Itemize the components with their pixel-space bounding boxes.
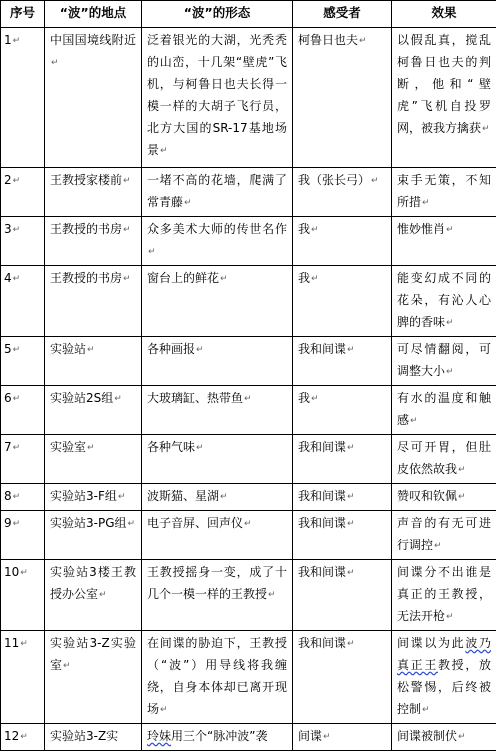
carriage-return-icon: ↵ (311, 274, 319, 284)
carriage-return-icon: ↵ (13, 274, 21, 284)
carriage-return-icon: ↵ (446, 367, 454, 377)
cell-effect: 声音的有无可进行调控↵ (392, 511, 496, 560)
cell-no: 11↵ (1, 631, 45, 724)
cell-effect: 惟妙惟肖↵ (392, 217, 496, 266)
carriage-return-icon: ↵ (244, 519, 252, 529)
carriage-return-icon: ↵ (422, 198, 430, 208)
table-row (1, 386, 496, 435)
cell-who: 我↵ (293, 386, 392, 435)
carriage-return-icon: ↵ (63, 661, 71, 671)
cell-effect: 以假乱真，搅乱柯鲁日也夫的判断，他和“壁虎”飞机自投罗网，被我方擒获↵ (392, 28, 496, 168)
cell-form: 波斯猫、星湖↵ (142, 484, 293, 511)
carriage-return-icon: ↵ (347, 345, 355, 355)
carriage-return-icon: ↵ (20, 732, 28, 742)
cell-place: 实验站3楼王教授办公室↵ (45, 560, 142, 631)
carriage-return-icon: ↵ (13, 176, 21, 186)
cell-who: 我↵ (293, 266, 392, 337)
cell-effect: 间谍被制伏↵ (392, 724, 496, 751)
table-row (1, 560, 496, 631)
carriage-return-icon: ↵ (244, 394, 252, 404)
carriage-return-icon: ↵ (13, 443, 21, 453)
cell-effect: 间谍分不出谁是真正的王教授，无法开枪↵ (392, 560, 496, 631)
cell-who: 我和间谍↵ (293, 631, 392, 724)
carriage-return-icon: ↵ (13, 225, 21, 235)
carriage-return-icon: ↵ (446, 612, 454, 622)
carriage-return-icon: ↵ (323, 732, 331, 742)
cell-who: 我和间谍↵ (293, 435, 392, 484)
cell-place: 实验室↵ (45, 435, 142, 484)
carriage-return-icon: ↵ (311, 225, 319, 235)
cell-no: 7↵ (1, 435, 45, 484)
header-who: 感受者 (293, 1, 392, 28)
table-row (1, 266, 496, 337)
cell-place: 中国国境线附近↵ (45, 28, 142, 168)
carriage-return-icon: ↵ (458, 465, 466, 475)
header-no: 序号 (1, 1, 45, 28)
cell-place: 王教授的书房↵ (45, 217, 142, 266)
cell-form: 在间谍的胁迫下，王教授（“波”）用导线将我缠绕，自身本体却已离开现场↵ (142, 631, 293, 724)
carriage-return-icon: ↵ (13, 345, 21, 355)
cell-no: 3↵ (1, 217, 45, 266)
spell-check-underline: 波乃真正王 (397, 636, 491, 672)
carriage-return-icon: ↵ (13, 519, 21, 529)
cell-no: 2↵ (1, 168, 45, 217)
header-form: “波”的形态 (142, 1, 293, 28)
carriage-return-icon: ↵ (99, 590, 107, 600)
header-effect: 效果 (392, 1, 496, 28)
carriage-return-icon: ↵ (458, 732, 466, 742)
cell-place: 实验站3-Z实验室↵ (45, 631, 142, 724)
carriage-return-icon: ↵ (422, 705, 430, 715)
carriage-return-icon: ↵ (446, 225, 454, 235)
cell-place: 实验站3-PG组↵ (45, 511, 142, 560)
carriage-return-icon: ↵ (87, 443, 95, 453)
cell-form: 众多美术大师的传世名作↵ (142, 217, 293, 266)
table-row (1, 511, 496, 560)
table-row (1, 217, 496, 266)
header-row (1, 1, 496, 28)
table-row (1, 724, 496, 751)
cell-place: 实验站3-F组↵ (45, 484, 142, 511)
cell-form: 一堵不高的花墙，爬满了常青藤↵ (142, 168, 293, 217)
cell-place: 实验站2S组↵ (45, 386, 142, 435)
carriage-return-icon: ↵ (13, 394, 21, 404)
cell-no: 8↵ (1, 484, 45, 511)
carriage-return-icon: ↵ (13, 492, 21, 502)
carriage-return-icon: ↵ (20, 639, 28, 649)
cell-who: 我和间谍↵ (293, 337, 392, 386)
carriage-return-icon: ↵ (347, 568, 355, 578)
table-row (1, 168, 496, 217)
cell-form: 窗台上的鲜花↵ (142, 266, 293, 337)
table-row (1, 337, 496, 386)
table-row (1, 28, 496, 168)
cell-no: 10↵ (1, 560, 45, 631)
carriage-return-icon: ↵ (347, 492, 355, 502)
carriage-return-icon: ↵ (196, 345, 204, 355)
carriage-return-icon: ↵ (20, 568, 28, 578)
carriage-return-icon: ↵ (123, 225, 131, 235)
cell-who: 我（张长弓）↵ (293, 168, 392, 217)
table-row (1, 631, 496, 724)
cell-place: 王教授家楼前↵ (45, 168, 142, 217)
cell-no: 4↵ (1, 266, 45, 337)
cell-form: 各种气味↵ (142, 435, 293, 484)
cell-no: 12↵ (1, 724, 45, 751)
cell-who: 我和间谍↵ (293, 560, 392, 631)
carriage-return-icon: ↵ (434, 541, 442, 551)
carriage-return-icon: ↵ (160, 705, 168, 715)
cell-who: 我和间谍↵ (293, 511, 392, 560)
cell-form: 电子音屏、回声仪↵ (142, 511, 293, 560)
carriage-return-icon: ↵ (410, 416, 418, 426)
cell-form: 大玻璃缸、热带鱼↵ (142, 386, 293, 435)
cell-place: 实验站↵ (45, 337, 142, 386)
carriage-return-icon: ↵ (114, 394, 122, 404)
carriage-return-icon: ↵ (458, 492, 466, 502)
cell-effect: 有水的温度和触感↵ (392, 386, 496, 435)
carriage-return-icon: ↵ (268, 590, 276, 600)
cell-no: 1↵ (1, 28, 45, 168)
cell-no: 6↵ (1, 386, 45, 435)
carriage-return-icon: ↵ (196, 443, 204, 453)
carriage-return-icon: ↵ (347, 639, 355, 649)
cell-who: 我和间谍↵ (293, 484, 392, 511)
carriage-return-icon: ↵ (118, 492, 126, 502)
cell-form: 各种画报↵ (142, 337, 293, 386)
carriage-return-icon: ↵ (123, 176, 131, 186)
cell-place: 王教授的书房↵ (45, 266, 142, 337)
carriage-return-icon: ↵ (347, 519, 355, 529)
cell-form: 玲妹用三个“脉冲波”袭 (142, 724, 293, 751)
cell-effect: 间谍以为此波乃真正王教授，放松警惕，后终被控制↵ (392, 631, 496, 724)
carriage-return-icon: ↵ (87, 345, 95, 355)
table-row (1, 484, 496, 511)
cell-who: 柯鲁日也夫↵ (293, 28, 392, 168)
cell-effect: 可尽情翻阅，可调整大小↵ (392, 337, 496, 386)
cell-effect: 束手无策，不知所措↵ (392, 168, 496, 217)
cell-who: 间谍↵ (293, 724, 392, 751)
carriage-return-icon: ↵ (123, 274, 131, 284)
cell-effect: 赞叹和钦佩↵ (392, 484, 496, 511)
carriage-return-icon: ↵ (148, 247, 156, 257)
carriage-return-icon: ↵ (371, 176, 379, 186)
carriage-return-icon: ↵ (128, 519, 136, 529)
carriage-return-icon: ↵ (184, 198, 192, 208)
cell-form: 王教授摇身一变，成了十几个一模一样的王教授↵ (142, 560, 293, 631)
spell-check-underline: 玲妹 (147, 729, 171, 743)
carriage-return-icon: ↵ (220, 492, 228, 502)
carriage-return-icon: ↵ (51, 58, 59, 68)
carriage-return-icon: ↵ (13, 36, 21, 46)
cell-place: 实验站3-Z实 (45, 724, 142, 751)
cell-no: 9↵ (1, 511, 45, 560)
carriage-return-icon: ↵ (359, 36, 367, 46)
carriage-return-icon: ↵ (347, 443, 355, 453)
cell-effect: 尽可开胃，但肚皮依然故我↵ (392, 435, 496, 484)
cell-who: 我↵ (293, 217, 392, 266)
carriage-return-icon: ↵ (220, 274, 228, 284)
cell-effect: 能变幻成不同的花朵，有沁人心脾的香味↵ (392, 266, 496, 337)
cell-form: 泛着银光的大湖，光秃秃的山峦，十几架“壁虎”飞机，与柯鲁日也夫长得一模一样的大胡子飞行员，北方大国的SR-17基地场景↵ (142, 28, 293, 168)
carriage-return-icon: ↵ (160, 146, 168, 156)
cell-no: 5↵ (1, 337, 45, 386)
carriage-return-icon: ↵ (482, 124, 490, 134)
carriage-return-icon: ↵ (311, 394, 319, 404)
table-row (1, 435, 496, 484)
header-place: “波”的地点 (45, 1, 142, 28)
carriage-return-icon: ↵ (446, 318, 454, 328)
